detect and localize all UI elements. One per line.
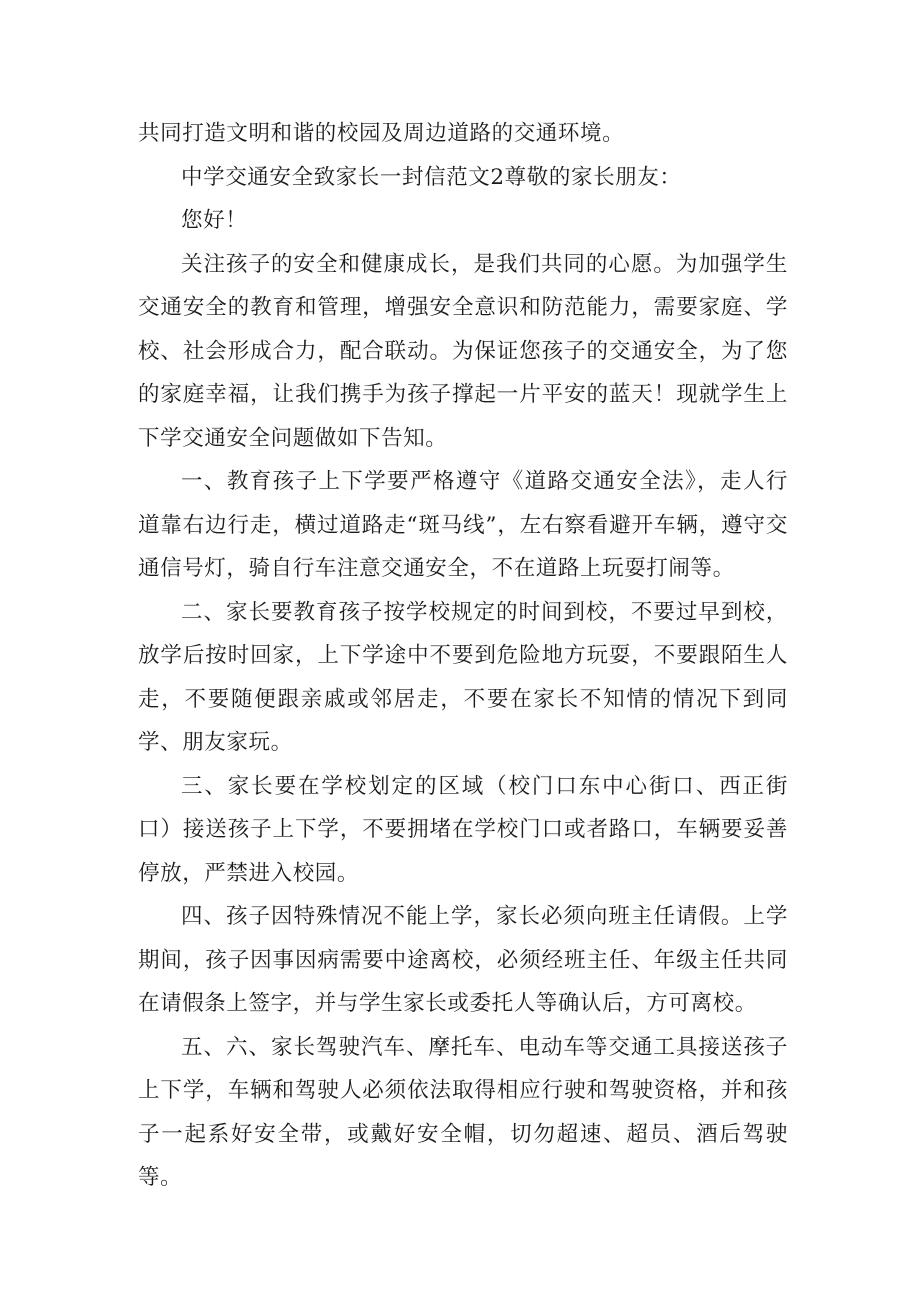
paragraph-item-2: 二、家长要教育孩子按学校规定的时间到校，不要过早到校，放学后按时回家，上下学途中不要到危险地方玩耍，不要跟陌生人走，不要随便跟亲戚或邻居走，不要在家长不知情的情况下到同学、朋友家玩。 [138,599,788,755]
paragraph-continuation: 共同打造文明和谐的校园及周边道路的交通环境。 [138,121,625,146]
paragraph-item-5-6: 五、六、家长驾驶汽车、摩托车、电动车等交通工具接送孩子上下学，车辆和驾驶人必须依法取得相应行驶和驾驶资格，并和孩子一起系好安全带，或戴好安全帽，切勿超速、超员、酒后驾驶等。 [138,1034,788,1190]
paragraph-greeting: 您好！ [181,208,248,233]
document-body [138,112,788,1200]
paragraph-item-4: 四、孩子因特殊情况不能上学，家长必须向班主任请假。上学期间，孩子因事因病需要中途离校，必须经班主任、年级主任共同在请假条上签字，并与学生家长或委托人等确认后，方可离校。 [138,904,788,1016]
paragraph-intro: 关注孩子的安全和健康成长，是我们共同的心愿。为加强学生交通安全的教育和管理，增强安全意识和防范能力，需要家庭、学校、社会形成合力，配合联动。为保证您孩子的交通安全，为了您的家庭幸福，让我们携手为孩子撑起一片平安的蓝天！现就学生上下学交通安全问题做如下告知。 [138,251,788,451]
paragraph-item-1: 一、教育孩子上下学要严格遵守《道路交通安全法》，走人行道靠右边行走，横过道路走“斑马线”，左右察看避开车辆，遵守交通信号灯，骑自行车注意交通安全，不在道路上玩耍打闹等。 [138,469,788,581]
paragraph-item-3: 三、家长要在学校划定的区域（校门口东中心街口、西正街口）接送孩子上下学，不要拥堵在学校门口或者路口，车辆要妥善停放，严禁进入校园。 [138,773,788,886]
paragraph-letter-title: 中学交通安全致家长一封信范文2尊敬的家长朋友： [181,164,682,190]
